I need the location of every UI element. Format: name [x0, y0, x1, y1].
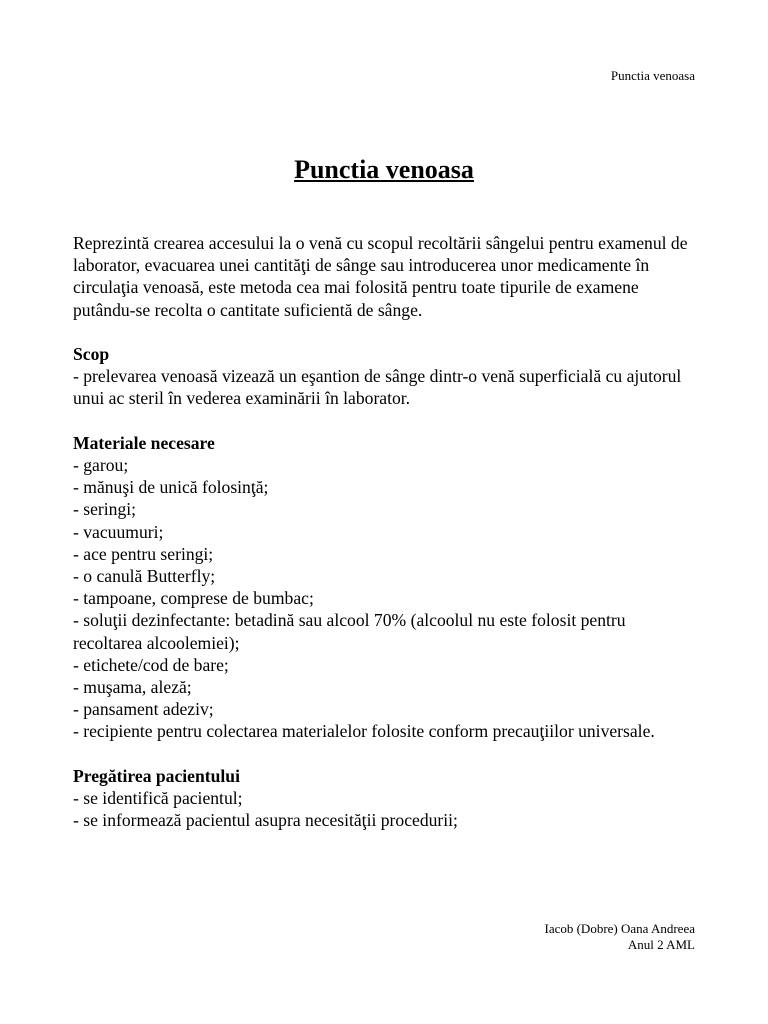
- footer-class: Anul 2 AML: [627, 937, 695, 952]
- list-item: - muşama, aleză;: [73, 677, 192, 698]
- list-item: - se informează pacientul asupra necesităţii procedurii;: [73, 810, 458, 831]
- scop-paragraph: - prelevarea venoasă vizează un eşantion de sânge dintr-o venă superficială cu ajutorul unui ac steril în vederea examinării în laborator.: [73, 366, 682, 409]
- list-item: - vacuumuri;: [73, 521, 164, 542]
- list-item: - seringi;: [73, 499, 137, 520]
- paragraph-gap: [73, 743, 698, 765]
- paragraph-gap: [73, 410, 698, 432]
- document-title: Punctia venoasa: [294, 155, 474, 184]
- list-item: - recipiente pentru colectarea materialelor folosite conform precauţiilor universale.: [73, 721, 655, 742]
- section-heading-pregatire: Pregătirea pacientului: [73, 765, 240, 786]
- footer-author: Iacob (Dobre) Oana Andreea: [544, 921, 695, 936]
- running-header: Punctia venoasa: [610, 68, 695, 83]
- section-heading-scop: Scop: [73, 344, 110, 364]
- list-item: - ace pentru seringi;: [73, 543, 214, 564]
- intro-paragraph: Reprezintă crearea accesului la o venă cu scopul recoltării sângelui pentru examenul de laborator, evacuarea unei cantităţi de sânge sau introducerea unor medicamente în circulaţia venoasă, este metoda cea mai folosită pentru toate tipurile de examene putându-se recolta o cantitate suficientă de sânge.: [73, 233, 688, 320]
- section-heading-materiale: Materiale necesare: [73, 432, 215, 453]
- list-item: - se identifică pacientul;: [73, 788, 243, 809]
- document-body: [73, 232, 698, 831]
- list-item: - garou;: [73, 455, 129, 475]
- list-item: - tampoane, comprese de bumbac;: [73, 588, 314, 609]
- list-item: - pansament adeziv;: [73, 699, 214, 720]
- list-item: - etichete/cod de bare;: [73, 654, 229, 675]
- page-footer: [544, 921, 695, 953]
- materiale-list: [73, 454, 698, 743]
- list-item: - mănuşi de unică folosinţă;: [73, 477, 269, 498]
- pregatire-list: [73, 787, 698, 831]
- paragraph-gap: [73, 321, 698, 343]
- list-item: - o canulă Butterfly;: [73, 566, 216, 587]
- list-item: - soluţii dezinfectante: betadină sau alcool 70% (alcoolul nu este folosit pentru recoltarea alcoolemiei);: [73, 610, 626, 653]
